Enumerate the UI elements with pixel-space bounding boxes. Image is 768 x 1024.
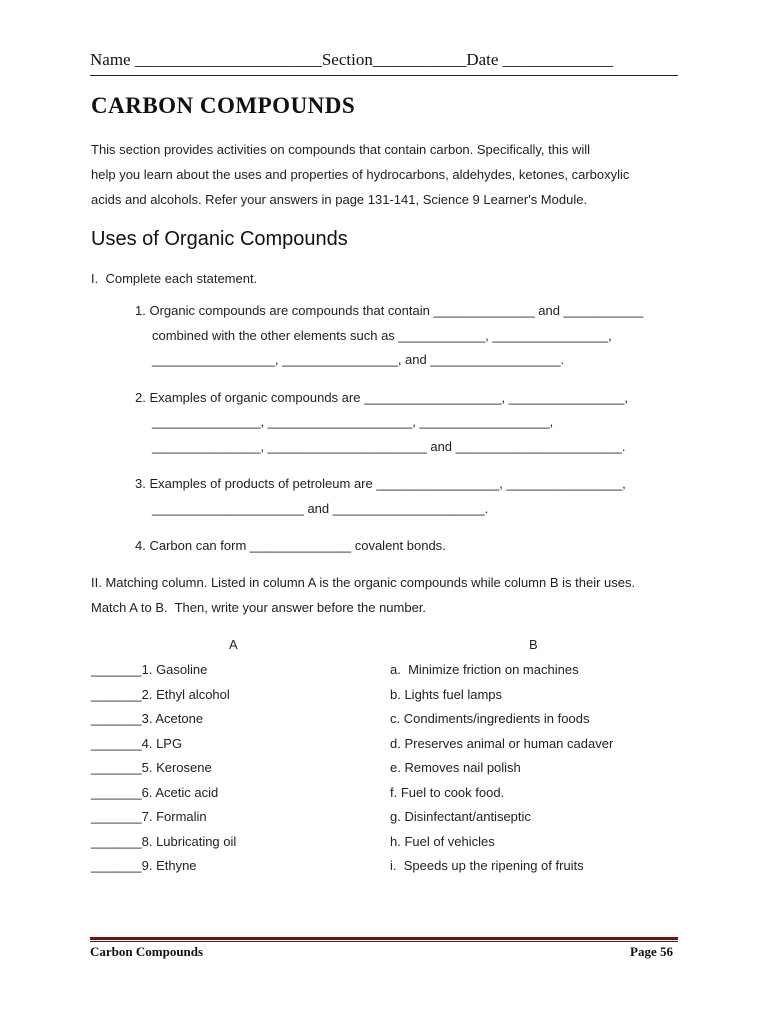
column-b-item: i. Speeds up the ripening of fruits	[390, 858, 584, 873]
column-b-item: a. Minimize friction on machines	[390, 662, 579, 677]
statement-line: _____________________ and _____________________.	[152, 501, 489, 516]
column-a-item: _______4. LPG	[91, 736, 183, 751]
column-b-item: c. Condiments/ingredients in foods	[390, 711, 590, 726]
page-number: Page 56	[630, 944, 673, 959]
column-b-header: B	[529, 637, 538, 652]
statement-line: _______________, ____________________, __________________,	[152, 414, 554, 429]
name-section-date-line: Name ______________________Section___________Date _____________	[90, 50, 614, 69]
column-a-item: _______1. Gasoline	[91, 662, 208, 677]
intro-paragraph	[91, 137, 681, 212]
intro-line: help you learn about the uses and properties of hydrocarbons, aldehydes, ketones, carboxylic	[91, 167, 630, 182]
column-a-item: _______9. Ethyne	[91, 858, 197, 873]
statement-line: 3. Examples of products of petroleum are _________________, ________________,	[135, 476, 626, 491]
column-b-item: e. Removes nail polish	[390, 760, 521, 775]
footer-divider-thick	[90, 937, 678, 940]
column-b-item: h. Fuel of vehicles	[390, 834, 495, 849]
intro-line: acids and alcohols. Refer your answers in page 131-141, Science 9 Learner's Module.	[91, 192, 588, 207]
statement-line: 4. Carbon can form ______________ covalent bonds.	[135, 538, 446, 553]
statement-line: _______________, ______________________ and _______________________.	[152, 439, 626, 454]
column-b-item: f. Fuel to cook food.	[390, 785, 505, 800]
column-a-item: _______7. Formalin	[91, 809, 207, 824]
statement-line: _________________, ________________, and __________________.	[152, 352, 565, 367]
column-b-item: d. Preserves animal or human cadaver	[390, 736, 614, 751]
header-divider	[90, 75, 678, 76]
part1-instruction: I. Complete each statement.	[91, 271, 258, 286]
footer-divider-thin	[90, 941, 678, 942]
column-a-item: _______6. Acetic acid	[91, 785, 219, 800]
column-a-item: _______3. Acetone	[91, 711, 204, 726]
column-b-item: g. Disinfectant/antiseptic	[390, 809, 531, 824]
statement-line: combined with the other elements such as ____________, ________________,	[152, 328, 612, 343]
statement-line: 2. Examples of organic compounds are ___________________, ________________,	[135, 390, 628, 405]
column-a-header: A	[229, 637, 238, 652]
statement-line: 1. Organic compounds are compounds that contain ______________ and ___________	[135, 303, 644, 318]
section-heading: Uses of Organic Compounds	[91, 228, 348, 250]
intro-line: This section provides activities on compounds that contain carbon. Specifically, this will	[91, 142, 591, 157]
part2-instruction: Match A to B. Then, write your answer before the number.	[91, 600, 427, 615]
column-a-item: _______5. Kerosene	[91, 760, 212, 775]
column-b-item: b. Lights fuel lamps	[390, 687, 503, 702]
column-a-item: _______8. Lubricating oil	[91, 834, 237, 849]
part2-instruction: II. Matching column. Listed in column A is the organic compounds while column B is their uses.	[91, 575, 636, 590]
footer-title: Carbon Compounds	[90, 944, 204, 959]
page-title: CARBON COMPOUNDS	[91, 93, 356, 118]
column-a-item: _______2. Ethyl alcohol	[91, 687, 230, 702]
